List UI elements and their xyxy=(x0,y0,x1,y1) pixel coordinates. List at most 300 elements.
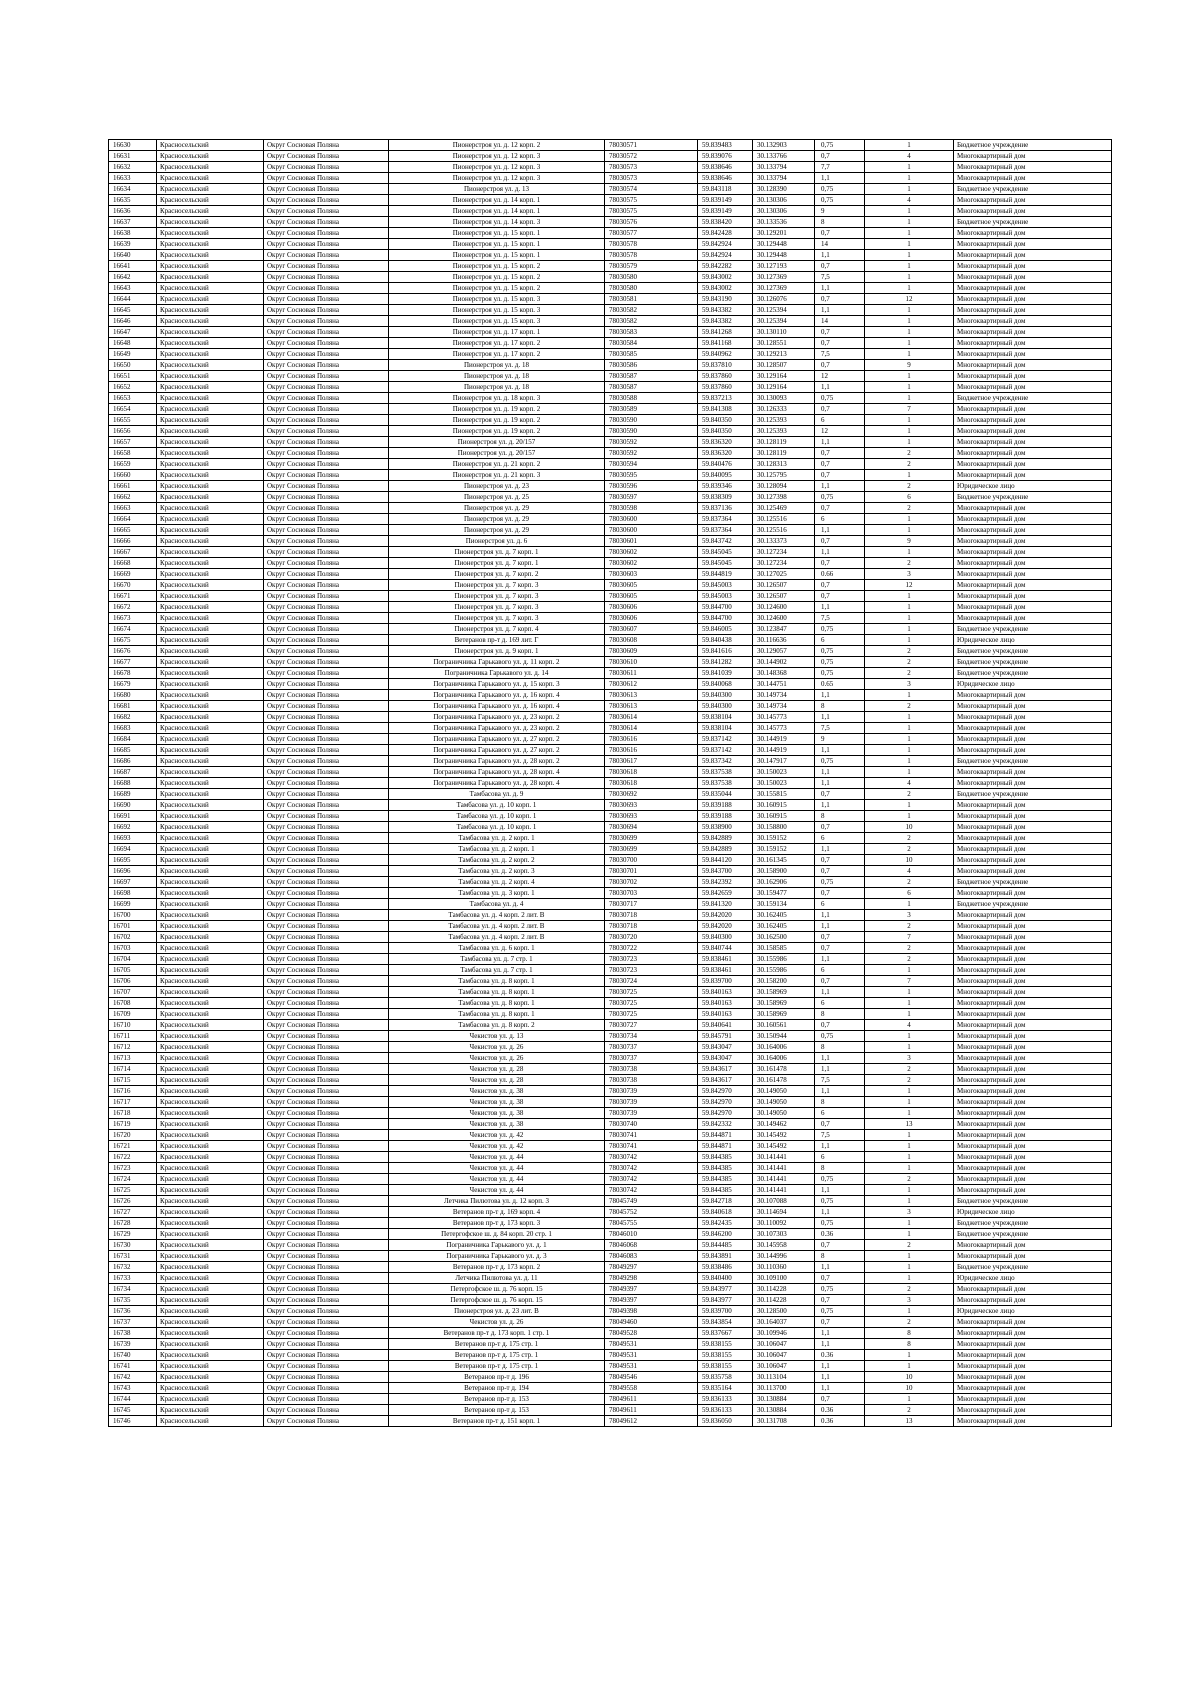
latitude-cell: 59.841282 xyxy=(698,657,753,668)
latitude-cell: 59.841168 xyxy=(698,338,753,349)
longitude-cell: 30.161345 xyxy=(753,855,815,866)
longitude-cell: 30.125516 xyxy=(753,525,815,536)
municipal-okrug-cell: Округ Сосновая Поляна xyxy=(264,1405,389,1416)
record-id: 16703 xyxy=(109,943,157,954)
district-cell: Красносельский xyxy=(157,1218,264,1229)
object-code-cell: 78030600 xyxy=(605,514,698,525)
object-code-cell: 78030742 xyxy=(605,1185,698,1196)
district-cell: Красносельский xyxy=(157,976,264,987)
address-cell: Пионерстроя ул. д. 17 корп. 1 xyxy=(389,327,605,338)
table-row xyxy=(109,1009,1112,1020)
longitude-cell: 30.144902 xyxy=(753,657,815,668)
latitude-cell: 59.839149 xyxy=(698,206,753,217)
address-cell: Тамбасова ул. д. 8 корп. 1 xyxy=(389,998,605,1009)
address-cell: Пионерстроя ул. д. 15 корп. 2 xyxy=(389,261,605,272)
latitude-cell: 59.844819 xyxy=(698,569,753,580)
object-code-cell: 78030592 xyxy=(605,448,698,459)
table-row xyxy=(109,272,1112,283)
district-cell: Красносельский xyxy=(157,1416,264,1427)
object-type-cell: Многоквартирный дом xyxy=(954,800,1112,811)
count-cell: 2 xyxy=(865,833,954,844)
volume-cell: 1,1 xyxy=(815,173,865,184)
district-cell: Красносельский xyxy=(157,1020,264,1031)
table-row xyxy=(109,1119,1112,1130)
count-cell: 3 xyxy=(865,1207,954,1218)
record-id: 16634 xyxy=(109,184,157,195)
object-code-cell: 78030742 xyxy=(605,1152,698,1163)
volume-cell: 0,7 xyxy=(815,888,865,899)
object-code-cell: 78046010 xyxy=(605,1229,698,1240)
municipal-okrug-cell: Округ Сосновая Поляна xyxy=(264,525,389,536)
count-cell: 1 xyxy=(865,1262,954,1273)
object-type-cell: Многоквартирный дом xyxy=(954,459,1112,470)
volume-cell: 0,7 xyxy=(815,503,865,514)
volume-cell: 1,1 xyxy=(815,1086,865,1097)
longitude-cell: 30.125795 xyxy=(753,470,815,481)
object-type-cell: Многоквартирный дом xyxy=(954,778,1112,789)
latitude-cell: 59.842659 xyxy=(698,888,753,899)
address-cell: Ветеранов пр-т д. 175 стр. 1 xyxy=(389,1339,605,1350)
table-row xyxy=(109,954,1112,965)
object-type-cell: Многоквартирный дом xyxy=(954,1163,1112,1174)
record-id: 16631 xyxy=(109,151,157,162)
longitude-cell: 30.164006 xyxy=(753,1042,815,1053)
object-type-cell: Многоквартирный дом xyxy=(954,1009,1112,1020)
object-code-cell: 78030741 xyxy=(605,1141,698,1152)
object-type-cell: Бюджетное учреждение xyxy=(954,646,1112,657)
latitude-cell: 59.837860 xyxy=(698,382,753,393)
record-id: 16745 xyxy=(109,1405,157,1416)
record-id: 16663 xyxy=(109,503,157,514)
object-type-cell: Многоквартирный дом xyxy=(954,965,1112,976)
table-row xyxy=(109,1405,1112,1416)
municipal-okrug-cell: Округ Сосновая Поляна xyxy=(264,1273,389,1284)
district-cell: Красносельский xyxy=(157,1086,264,1097)
latitude-cell: 59.838309 xyxy=(698,492,753,503)
district-cell: Красносельский xyxy=(157,822,264,833)
record-id: 16659 xyxy=(109,459,157,470)
table-row xyxy=(109,899,1112,910)
longitude-cell: 30.128313 xyxy=(753,459,815,470)
record-id: 16673 xyxy=(109,613,157,624)
latitude-cell: 59.843617 xyxy=(698,1064,753,1075)
municipal-okrug-cell: Округ Сосновая Поляна xyxy=(264,338,389,349)
district-cell: Красносельский xyxy=(157,536,264,547)
municipal-okrug-cell: Округ Сосновая Поляна xyxy=(264,217,389,228)
table-row xyxy=(109,437,1112,448)
count-cell: 2 xyxy=(865,921,954,932)
volume-cell: 1,1 xyxy=(815,1053,865,1064)
address-cell: Пионерстроя ул. д. 18 xyxy=(389,382,605,393)
count-cell: 1 xyxy=(865,1130,954,1141)
latitude-cell: 59.846200 xyxy=(698,1229,753,1240)
latitude-cell: 59.840300 xyxy=(698,701,753,712)
table-row xyxy=(109,1383,1112,1394)
object-code-cell: 78030587 xyxy=(605,382,698,393)
latitude-cell: 59.840095 xyxy=(698,470,753,481)
volume-cell: 0.65 xyxy=(815,679,865,690)
municipal-okrug-cell: Округ Сосновая Поляна xyxy=(264,1317,389,1328)
count-cell: 1 xyxy=(865,1163,954,1174)
municipal-okrug-cell: Округ Сосновая Поляна xyxy=(264,1416,389,1427)
district-cell: Красносельский xyxy=(157,767,264,778)
record-id: 16642 xyxy=(109,272,157,283)
longitude-cell: 30.160915 xyxy=(753,811,815,822)
table-row xyxy=(109,1185,1112,1196)
count-cell: 1 xyxy=(865,756,954,767)
address-cell: Чекистов ул. д. 42 xyxy=(389,1141,605,1152)
volume-cell: 1,1 xyxy=(815,1141,865,1152)
volume-cell: 0,7 xyxy=(815,360,865,371)
volume-cell: 1,1 xyxy=(815,250,865,261)
municipal-okrug-cell: Округ Сосновая Поляна xyxy=(264,327,389,338)
volume-cell: 9 xyxy=(815,734,865,745)
table-row xyxy=(109,558,1112,569)
longitude-cell: 30.158200 xyxy=(753,976,815,987)
record-id: 16688 xyxy=(109,778,157,789)
table-row xyxy=(109,283,1112,294)
address-cell: Ветеранов пр-т д. 194 xyxy=(389,1383,605,1394)
latitude-cell: 59.844700 xyxy=(698,602,753,613)
address-cell: Пограничника Гарькавого ул. д. 1 xyxy=(389,1240,605,1251)
table-row xyxy=(109,547,1112,558)
record-id: 16705 xyxy=(109,965,157,976)
latitude-cell: 59.845791 xyxy=(698,1031,753,1042)
count-cell: 2 xyxy=(865,1240,954,1251)
record-id: 16736 xyxy=(109,1306,157,1317)
address-cell: Тамбасова ул. д. 8 корп. 1 xyxy=(389,987,605,998)
count-cell: 1 xyxy=(865,745,954,756)
municipal-okrug-cell: Округ Сосновая Поляна xyxy=(264,1306,389,1317)
volume-cell: 6 xyxy=(815,833,865,844)
municipal-okrug-cell: Округ Сосновая Поляна xyxy=(264,1229,389,1240)
table-row xyxy=(109,756,1112,767)
object-type-cell: Многоквартирный дом xyxy=(954,1064,1112,1075)
record-id: 16638 xyxy=(109,228,157,239)
municipal-okrug-cell: Округ Сосновая Поляна xyxy=(264,844,389,855)
latitude-cell: 59.839346 xyxy=(698,481,753,492)
table-row xyxy=(109,1306,1112,1317)
latitude-cell: 59.840300 xyxy=(698,932,753,943)
address-cell: Пионерстроя ул. д. 18 xyxy=(389,371,605,382)
object-code-cell: 78030703 xyxy=(605,888,698,899)
municipal-okrug-cell: Округ Сосновая Поляна xyxy=(264,1196,389,1207)
object-type-cell: Многоквартирный дом xyxy=(954,745,1112,756)
municipal-okrug-cell: Округ Сосновая Поляна xyxy=(264,393,389,404)
municipal-okrug-cell: Округ Сосновая Поляна xyxy=(264,943,389,954)
address-cell: Пионерстроя ул. д. 29 xyxy=(389,514,605,525)
count-cell: 7 xyxy=(865,404,954,415)
latitude-cell: 59.844385 xyxy=(698,1163,753,1174)
object-type-cell: Многоквартирный дом xyxy=(954,514,1112,525)
volume-cell: 6 xyxy=(815,899,865,910)
record-id: 16684 xyxy=(109,734,157,745)
count-cell: 1 xyxy=(865,1306,954,1317)
record-id: 16708 xyxy=(109,998,157,1009)
volume-cell: 1,1 xyxy=(815,954,865,965)
record-id: 16665 xyxy=(109,525,157,536)
district-cell: Красносельский xyxy=(157,393,264,404)
address-cell: Пограничника Гарькавого ул. д. 23 корп. 2 xyxy=(389,712,605,723)
volume-cell: 0,7 xyxy=(815,580,865,591)
table-row xyxy=(109,1097,1112,1108)
municipal-okrug-cell: Округ Сосновая Поляна xyxy=(264,1119,389,1130)
longitude-cell: 30.126507 xyxy=(753,591,815,602)
count-cell: 1 xyxy=(865,437,954,448)
table-row xyxy=(109,162,1112,173)
longitude-cell: 30.129164 xyxy=(753,371,815,382)
record-id: 16731 xyxy=(109,1251,157,1262)
address-cell: Тамбасова ул. д. 9 xyxy=(389,789,605,800)
table-row xyxy=(109,305,1112,316)
district-cell: Красносельский xyxy=(157,1339,264,1350)
object-type-cell: Многоквартирный дом xyxy=(954,701,1112,712)
object-code-cell: 78046068 xyxy=(605,1240,698,1251)
district-cell: Красносельский xyxy=(157,316,264,327)
count-cell: 1 xyxy=(865,811,954,822)
municipal-okrug-cell: Округ Сосновая Поляна xyxy=(264,712,389,723)
record-id: 16696 xyxy=(109,866,157,877)
table-row xyxy=(109,250,1112,261)
object-type-cell: Многоквартирный дом xyxy=(954,305,1112,316)
municipal-okrug-cell: Округ Сосновая Поляна xyxy=(264,646,389,657)
latitude-cell: 59.841616 xyxy=(698,646,753,657)
table-row xyxy=(109,580,1112,591)
object-code-cell: 78030605 xyxy=(605,580,698,591)
object-code-cell: 78030699 xyxy=(605,833,698,844)
longitude-cell: 30.106047 xyxy=(753,1361,815,1372)
object-type-cell: Многоквартирный дом xyxy=(954,690,1112,701)
address-cell: Тамбасова ул. д. 8 корп. 1 xyxy=(389,1009,605,1020)
object-type-cell: Многоквартирный дом xyxy=(954,536,1112,547)
volume-cell: 6 xyxy=(815,1108,865,1119)
object-type-cell: Многоквартирный дом xyxy=(954,1328,1112,1339)
longitude-cell: 30.107088 xyxy=(753,1196,815,1207)
object-type-cell: Многоквартирный дом xyxy=(954,415,1112,426)
longitude-cell: 30.155986 xyxy=(753,954,815,965)
count-cell: 10 xyxy=(865,1372,954,1383)
latitude-cell: 59.840400 xyxy=(698,1273,753,1284)
latitude-cell: 59.835164 xyxy=(698,1383,753,1394)
longitude-cell: 30.113700 xyxy=(753,1383,815,1394)
longitude-cell: 30.126076 xyxy=(753,294,815,305)
count-cell: 1 xyxy=(865,371,954,382)
object-code-cell: 78049397 xyxy=(605,1284,698,1295)
record-id: 16735 xyxy=(109,1295,157,1306)
object-code-cell: 78030596 xyxy=(605,481,698,492)
object-code-cell: 78030737 xyxy=(605,1053,698,1064)
table-row xyxy=(109,624,1112,635)
address-cell: Пионерстроя ул. д. 12 корп. 3 xyxy=(389,173,605,184)
address-cell: Пионерстроя ул. д. 20/157 xyxy=(389,448,605,459)
volume-cell: 1,1 xyxy=(815,690,865,701)
latitude-cell: 59.838646 xyxy=(698,162,753,173)
volume-cell: 0,7 xyxy=(815,591,865,602)
longitude-cell: 30.127369 xyxy=(753,272,815,283)
count-cell: 2 xyxy=(865,481,954,492)
record-id: 16671 xyxy=(109,591,157,602)
district-cell: Красносельский xyxy=(157,503,264,514)
municipal-okrug-cell: Округ Сосновая Поляна xyxy=(264,437,389,448)
volume-cell: 1,1 xyxy=(815,547,865,558)
object-code-cell: 78030692 xyxy=(605,789,698,800)
latitude-cell: 59.842970 xyxy=(698,1097,753,1108)
municipal-okrug-cell: Округ Сосновая Поляна xyxy=(264,855,389,866)
table-row xyxy=(109,1130,1112,1141)
municipal-okrug-cell: Округ Сосновая Поляна xyxy=(264,1163,389,1174)
object-type-cell: Многоквартирный дом xyxy=(954,1031,1112,1042)
longitude-cell: 30.128551 xyxy=(753,338,815,349)
record-id: 16693 xyxy=(109,833,157,844)
volume-cell: 14 xyxy=(815,239,865,250)
district-cell: Красносельский xyxy=(157,162,264,173)
volume-cell: 8 xyxy=(815,1251,865,1262)
object-type-cell: Многоквартирный дом xyxy=(954,602,1112,613)
record-id: 16655 xyxy=(109,415,157,426)
volume-cell: 0,75 xyxy=(815,184,865,195)
volume-cell: 0,7 xyxy=(815,1119,865,1130)
volume-cell: 1,1 xyxy=(815,767,865,778)
count-cell: 6 xyxy=(865,888,954,899)
municipal-okrug-cell: Округ Сосновая Поляна xyxy=(264,316,389,327)
record-id: 16636 xyxy=(109,206,157,217)
object-type-cell: Многоквартирный дом xyxy=(954,976,1112,987)
object-type-cell: Бюджетное учреждение xyxy=(954,184,1112,195)
longitude-cell: 30.126333 xyxy=(753,404,815,415)
volume-cell: 0,75 xyxy=(815,1031,865,1042)
table-row xyxy=(109,1295,1112,1306)
volume-cell: 12 xyxy=(815,371,865,382)
count-cell: 1 xyxy=(865,162,954,173)
object-type-cell: Бюджетное учреждение xyxy=(954,1262,1112,1273)
municipal-okrug-cell: Округ Сосновая Поляна xyxy=(264,448,389,459)
object-code-cell: 78030727 xyxy=(605,1020,698,1031)
table-row xyxy=(109,536,1112,547)
object-code-cell: 78030575 xyxy=(605,206,698,217)
longitude-cell: 30.158969 xyxy=(753,987,815,998)
record-id: 16722 xyxy=(109,1152,157,1163)
address-cell: Пионерстроя ул. д. 15 корп. 1 xyxy=(389,250,605,261)
count-cell: 2 xyxy=(865,459,954,470)
object-code-cell: 78049531 xyxy=(605,1339,698,1350)
district-cell: Красносельский xyxy=(157,1273,264,1284)
address-cell: Чекистов ул. д. 28 xyxy=(389,1064,605,1075)
object-type-cell: Многоквартирный дом xyxy=(954,580,1112,591)
volume-cell: 8 xyxy=(815,1097,865,1108)
address-cell: Петергофское ш. д. 84 корп. 20 стр. 1 xyxy=(389,1229,605,1240)
record-id: 16687 xyxy=(109,767,157,778)
longitude-cell: 30.113104 xyxy=(753,1372,815,1383)
object-code-cell: 78030742 xyxy=(605,1163,698,1174)
record-id: 16646 xyxy=(109,316,157,327)
longitude-cell: 30.109946 xyxy=(753,1328,815,1339)
object-code-cell: 78030601 xyxy=(605,536,698,547)
longitude-cell: 30.124600 xyxy=(753,613,815,624)
district-cell: Красносельский xyxy=(157,1229,264,1240)
longitude-cell: 30.127398 xyxy=(753,492,815,503)
object-code-cell: 78030589 xyxy=(605,404,698,415)
count-cell: 1 xyxy=(865,800,954,811)
volume-cell: 0,75 xyxy=(815,1306,865,1317)
district-cell: Красносельский xyxy=(157,360,264,371)
latitude-cell: 59.842889 xyxy=(698,833,753,844)
address-cell: Чекистов ул. д. 44 xyxy=(389,1163,605,1174)
table-row xyxy=(109,1152,1112,1163)
count-cell: 4 xyxy=(865,778,954,789)
district-cell: Красносельский xyxy=(157,327,264,338)
address-cell: Тамбасова ул. д. 2 корп. 2 xyxy=(389,855,605,866)
longitude-cell: 30.141441 xyxy=(753,1163,815,1174)
municipal-okrug-cell: Округ Сосновая Поляна xyxy=(264,624,389,635)
municipal-okrug-cell: Округ Сосновая Поляна xyxy=(264,1372,389,1383)
volume-cell: 8 xyxy=(815,1042,865,1053)
district-cell: Красносельский xyxy=(157,272,264,283)
object-type-cell: Бюджетное учреждение xyxy=(954,624,1112,635)
latitude-cell: 59.842332 xyxy=(698,1119,753,1130)
table-row xyxy=(109,140,1112,151)
object-type-cell: Многоквартирный дом xyxy=(954,426,1112,437)
object-type-cell: Многоквартирный дом xyxy=(954,591,1112,602)
address-cell: Пограничника Гарькавого ул. д. 28 корп. 4 xyxy=(389,778,605,789)
latitude-cell: 59.845003 xyxy=(698,580,753,591)
longitude-cell: 30.133766 xyxy=(753,151,815,162)
object-type-cell: Бюджетное учреждение xyxy=(954,1196,1112,1207)
record-id: 16704 xyxy=(109,954,157,965)
count-cell: 1 xyxy=(865,1196,954,1207)
longitude-cell: 30.148368 xyxy=(753,668,815,679)
record-id: 16695 xyxy=(109,855,157,866)
object-type-cell: Многоквартирный дом xyxy=(954,1383,1112,1394)
object-code-cell: 78030614 xyxy=(605,712,698,723)
table-row xyxy=(109,481,1112,492)
count-cell: 1 xyxy=(865,1218,954,1229)
count-cell: 3 xyxy=(865,910,954,921)
object-type-cell: Многоквартирный дом xyxy=(954,503,1112,514)
longitude-cell: 30.150023 xyxy=(753,767,815,778)
object-code-cell: 78030610 xyxy=(605,657,698,668)
longitude-cell: 30.159477 xyxy=(753,888,815,899)
address-cell: Пионерстроя ул. д. 29 xyxy=(389,525,605,536)
table-row xyxy=(109,184,1112,195)
object-code-cell: 78030718 xyxy=(605,910,698,921)
latitude-cell: 59.840476 xyxy=(698,459,753,470)
district-cell: Красносельский xyxy=(157,1185,264,1196)
longitude-cell: 30.162405 xyxy=(753,910,815,921)
volume-cell: 6 xyxy=(815,415,865,426)
table-row xyxy=(109,415,1112,426)
count-cell: 1 xyxy=(865,228,954,239)
municipal-okrug-cell: Округ Сосновая Поляна xyxy=(264,1394,389,1405)
latitude-cell: 59.837342 xyxy=(698,756,753,767)
longitude-cell: 30.128119 xyxy=(753,448,815,459)
table-row xyxy=(109,690,1112,701)
table-row xyxy=(109,1317,1112,1328)
district-cell: Красносельский xyxy=(157,789,264,800)
longitude-cell: 30.129448 xyxy=(753,239,815,250)
object-type-cell: Бюджетное учреждение xyxy=(954,1229,1112,1240)
object-code-cell: 78030575 xyxy=(605,195,698,206)
address-cell: Пионерстроя ул. д. 23 xyxy=(389,481,605,492)
latitude-cell: 59.838155 xyxy=(698,1339,753,1350)
object-code-cell: 78045755 xyxy=(605,1218,698,1229)
count-cell: 1 xyxy=(865,1009,954,1020)
district-cell: Красносельский xyxy=(157,514,264,525)
latitude-cell: 59.844871 xyxy=(698,1141,753,1152)
district-cell: Красносельский xyxy=(157,1306,264,1317)
longitude-cell: 30.141441 xyxy=(753,1174,815,1185)
address-cell: Пионерстроя ул. д. 13 xyxy=(389,184,605,195)
municipal-okrug-cell: Округ Сосновая Поляна xyxy=(264,932,389,943)
